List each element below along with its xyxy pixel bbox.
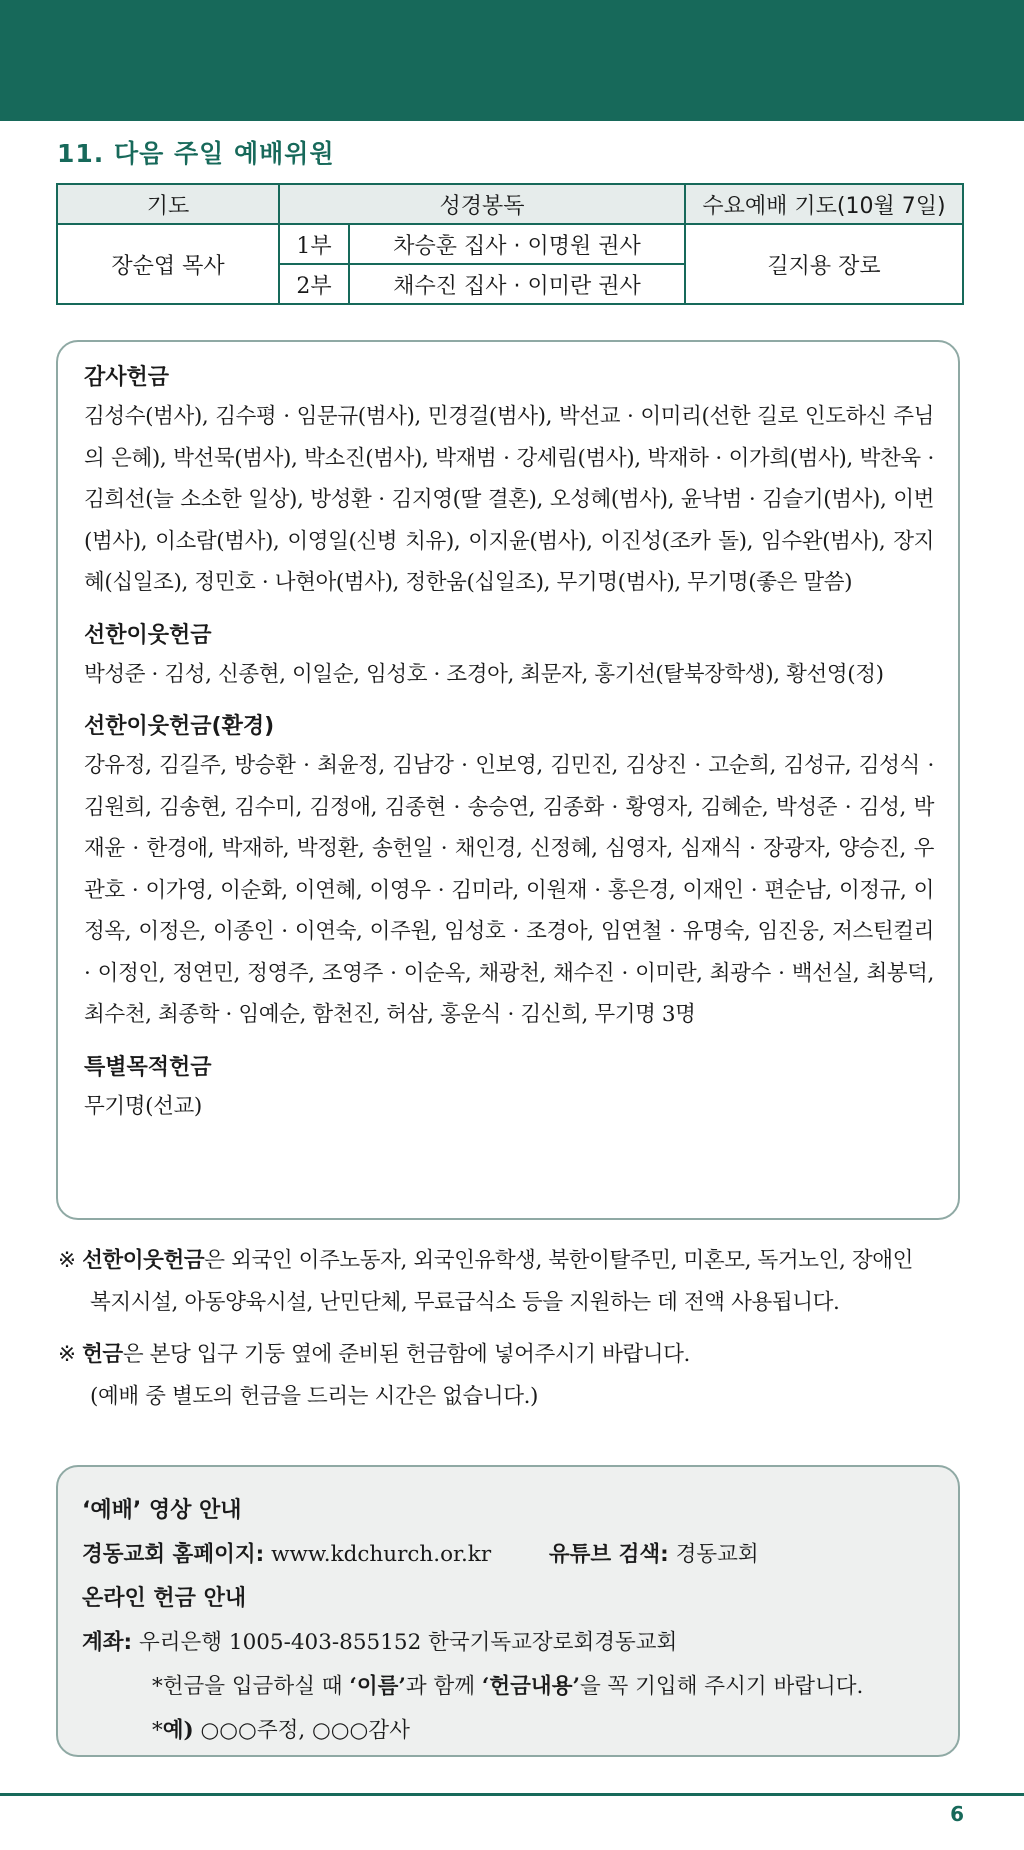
offering-group-special [84, 1046, 934, 1128]
table-header-row [57, 184, 963, 224]
deposit-instruction [82, 1665, 934, 1709]
instruction-text: 과 함께 [405, 1674, 482, 1699]
offering-group-thanks [84, 356, 934, 604]
note-mark: ※ [58, 1248, 76, 1273]
account-line [82, 1621, 934, 1665]
page-number: 6 [950, 1802, 964, 1826]
online-offering-title: 온라인 헌금 안내 [82, 1586, 247, 1611]
video-info-title: ‘예배’ 영상 안내 [82, 1498, 242, 1523]
note-line [58, 1240, 968, 1282]
header-prayer: 기도 [57, 184, 279, 224]
note-line [58, 1334, 968, 1376]
reading-part: 2부 [279, 264, 349, 304]
youtube-search-term: 경동교회 [675, 1542, 759, 1567]
note-keyword: 헌금 [82, 1342, 123, 1367]
header-wednesday: 수요예배 기도(10월 7일) [685, 184, 963, 224]
offering-title: 선한이웃헌금(환경) [84, 714, 275, 739]
section-title: 11. 다음 주일 예배위원 [57, 139, 335, 168]
footer-rule [0, 1793, 1024, 1796]
note-text: 은 외국인 이주노동자, 외국인유학생, 북한이탈주민, 미혼모, 독거노인, 장애인 [204, 1248, 913, 1273]
instruction-emphasis: ‘헌금내용’ [481, 1674, 580, 1699]
notes [58, 1240, 968, 1428]
header-band [0, 0, 1024, 121]
account-label: 계좌: [82, 1630, 133, 1655]
offering-list: 강유정, 김길주, 방승환 · 최윤정, 김남강 · 인보영, 김민진, 김상진 · 고순희, 김성규, 김성식 · 김원희, 김송현, 김수미, 김정애, 김종현 · 송승연, 김종화 · 황영자, 김혜순, 박성준 · 김성, 박재윤 · 한경애, 박재하, 박정환, 송헌일 · 채인경, 신정혜, 심영자, 심재식 · 장광자, 양승진, 우관호 · 이가영, 이순화, 이연혜, 이영우 · 김미라, 이원재 · 홍은경, 이재인 · 편순남, 이정규, 이정옥, 이정은, 이종인 · 이연숙, 이주원, 임성호 · 조경아, 임연철 · 유명숙, 임진웅, 저스틴컬리 · 이정인, 정연민, 정영주, 조영주 · 이순옥, 채광천, 채수진 · 이미란, 최광수 · 백선실, 최봉덕, 최수천, 최종학 · 임예순, 함천진, 허삼, 홍운식 · 김신희, 무기명 3명 [84, 753, 934, 1027]
offering-list: 김성수(범사), 김수평 · 임문규(범사), 민경걸(범사), 박선교 · 이미리(선한 길로 인도하신 주님의 은혜), 박선묵(범사), 박소진(범사), 박재범 · 강세림(범사), 박재하 · 이가희(범사), 박찬욱 · 김희선(늘 소소한 일상), 방성환 · 김지영(딸 결혼), 오성혜(범사), 윤낙범 · 김슬기(범사), 이번(범사), 이소람(범사), 이영일(신병 치유), 이지윤(범사), 이진성(조카 돌), 임수완(범사), 장지혜(십일조), 정민호 · 나현아(범사), 정한움(십일조), 무기명(범사), 무기명(좋은 말씀) [84, 404, 934, 595]
offering-group-environment [84, 705, 934, 1036]
offering-title: 감사헌금 [84, 365, 170, 390]
reading-part: 1부 [279, 224, 349, 264]
offering-list: 무기명(선교) [84, 1093, 202, 1119]
info-box [56, 1465, 960, 1757]
note-text: 은 본당 입구 기둥 옆에 준비된 헌금함에 넣어주시기 바랍니다. [122, 1342, 690, 1367]
note-offering-box [58, 1334, 968, 1418]
note-continuation: 복지시설, 아동양육시설, 난민단체, 무료급식소 등을 지원하는 데 전액 사용됩니다. [90, 1290, 840, 1315]
offering-group-neighbor [84, 614, 934, 696]
account-value: 우리은행 1005-403-855152 한국기독교장로회경동교회 [138, 1630, 678, 1655]
homepage-label: 경동교회 홈페이지: [82, 1542, 265, 1567]
example-text: ○○○주정, ○○○감사 [193, 1718, 410, 1743]
reading-names: 차승훈 집사 · 이명원 권사 [349, 224, 685, 264]
wednesday-prayer-leader: 길지용 장로 [685, 224, 963, 304]
note-keyword: 선한이웃헌금 [82, 1248, 205, 1273]
youtube-label: 유튜브 검색: [548, 1542, 669, 1567]
instruction-text: 을 꼭 기입해 주시기 바랍니다. [579, 1674, 864, 1699]
deposit-example [82, 1709, 934, 1753]
offering-title: 선한이웃헌금 [84, 622, 212, 648]
offerings-box [56, 340, 960, 1220]
table-row [57, 224, 963, 264]
note-mark: ※ [58, 1342, 76, 1367]
instruction-emphasis: ‘이름’ [349, 1674, 406, 1699]
homepage-link[interactable]: www.kdchurch.or.kr [271, 1542, 492, 1567]
worship-roster-table [56, 183, 964, 305]
example-label: 예) [162, 1718, 194, 1743]
header-scripture: 성경봉독 [279, 184, 685, 224]
note-continuation: (예배 중 별도의 헌금을 드리는 시간은 없습니다.) [90, 1384, 539, 1409]
example-text: * [152, 1718, 163, 1743]
offering-title: 특별목적헌금 [84, 1054, 212, 1080]
offering-list: 박성준 · 김성, 신종현, 이일순, 임성호 · 조경아, 최문자, 홍기선(탈북장학생), 황선영(정) [84, 661, 884, 687]
reading-names: 채수진 집사 · 이미란 권사 [349, 264, 685, 304]
prayer-leader: 장순엽 목사 [57, 224, 279, 304]
note-neighbor-offering [58, 1240, 968, 1324]
instruction-text: *헌금을 입금하실 때 [152, 1674, 350, 1699]
homepage-line [82, 1533, 934, 1577]
